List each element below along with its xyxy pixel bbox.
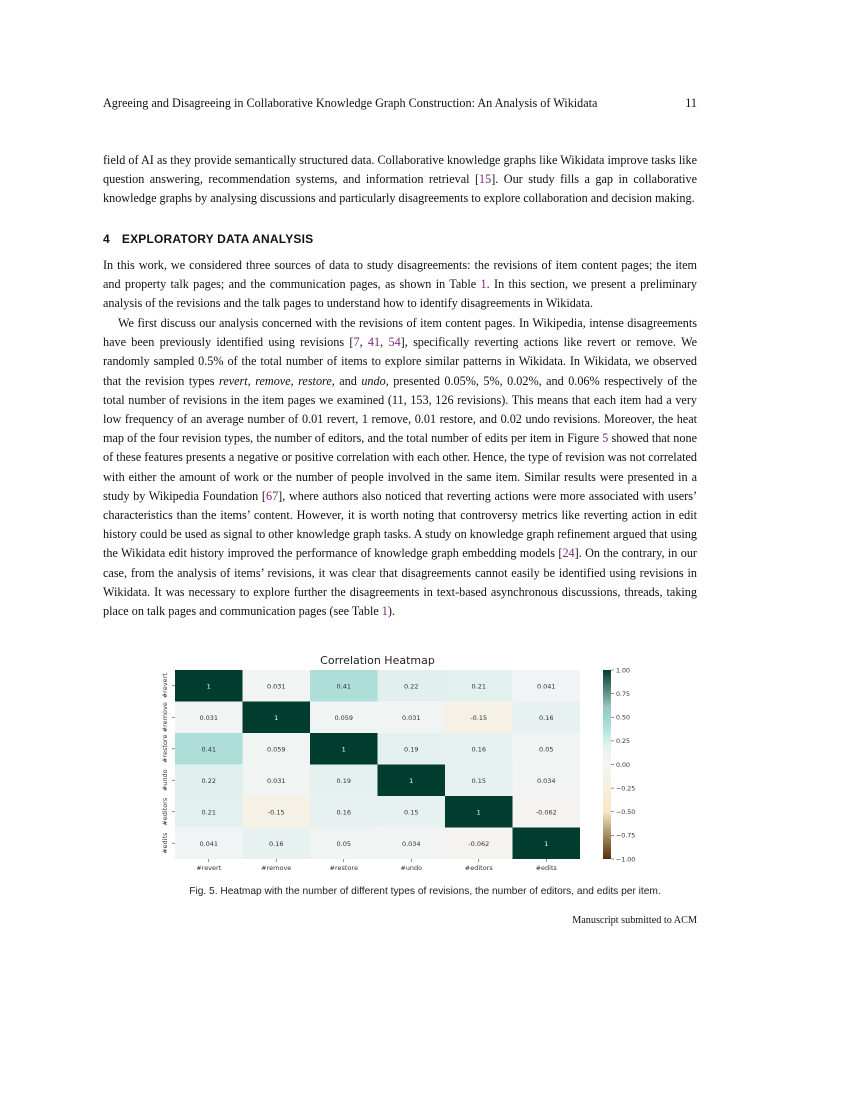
text-run: ). bbox=[387, 604, 395, 619]
colorbar-tick-label: 0.25 bbox=[616, 738, 631, 746]
emphasis-text: revert, remove, restore, bbox=[219, 373, 335, 388]
x-tick-label: #remove bbox=[261, 864, 292, 872]
chart-title: Correlation Heatmap bbox=[320, 654, 435, 667]
cell-value-label: 0.19 bbox=[336, 776, 351, 785]
cell-value-label: 0.16 bbox=[471, 745, 486, 754]
paragraph-intro bbox=[103, 151, 697, 209]
cell-value-label: 0.034 bbox=[536, 776, 556, 785]
colorbar bbox=[603, 670, 611, 859]
emphasis-text: undo bbox=[361, 373, 386, 388]
cell-value-label: 0.16 bbox=[269, 839, 284, 848]
section-heading bbox=[103, 232, 313, 246]
cell-value-label: -0.062 bbox=[535, 808, 557, 817]
cell-value-label: 1 bbox=[409, 776, 414, 785]
cell-value-label: 0.059 bbox=[334, 713, 354, 722]
colorbar-tick-label: 0.50 bbox=[616, 714, 631, 722]
citation-link[interactable]: 15 bbox=[479, 172, 492, 187]
cell-value-label: 0.031 bbox=[266, 682, 286, 691]
citation-link[interactable]: 67 bbox=[265, 488, 279, 503]
x-tick-label: #restore bbox=[329, 864, 358, 872]
text-run: , presented 0.05%, 5%, 0.02%, and 0.06% respectively of the total number of revisions in the item pages we examined (11, 153, 126 revisions). This means that each item had a very low frequency of an average number of 0.01 revert, 1 remove, 0.01 restore, and 0.02 undo revisions. Moreover, the heat map of the four revision types, the number of editors, and the total number of edits per item in Figure bbox=[103, 373, 697, 446]
running-header bbox=[103, 96, 697, 111]
cell-value-label: 0.041 bbox=[536, 682, 556, 691]
paragraph-revisions-analysis bbox=[103, 314, 697, 621]
cell-value-label: 0.031 bbox=[401, 713, 421, 722]
correlation-heatmap bbox=[150, 650, 650, 875]
citation-link[interactable]: 54 bbox=[388, 335, 401, 350]
text-run: ], where authors also noticed that reverting actions were more associated with users’ characteristics than the items’ content. However, it is worth noting that controversy metrics like reverting action in edit history could be used as signal to other knowledge graph tasks. A study on knowledge graph refinement argued that using the Wikidata edit history improved the performance of knowledge graph embedding models [ bbox=[103, 488, 698, 561]
text-run: ], specifically reverting actions like revert or remove. We randomly sampled 0.5% of the total number of items to explore similar patterns in Wikidata. In Wikidata, we observed that the revision types bbox=[103, 335, 698, 388]
cell-value-label: -0.15 bbox=[267, 808, 285, 817]
cell-value-label: 0.15 bbox=[471, 776, 486, 785]
section-title: EXPLORATORY DATA ANALYSIS bbox=[121, 232, 314, 246]
y-tick-label: #remove bbox=[161, 702, 169, 733]
text-run: ]. Our study fills a gap in collaborative knowledge graphs by analysing discussions and particularly disagreements to explore collaboration and decision making. bbox=[103, 172, 697, 206]
cell-value-label: 0.21 bbox=[471, 682, 486, 691]
y-tick-label: #editors bbox=[161, 797, 169, 826]
colorbar-tick-label: −1.00 bbox=[616, 856, 636, 864]
cell-value-label: 1 bbox=[544, 839, 549, 848]
cell-value-label: 0.05 bbox=[336, 839, 351, 848]
cell-value-label: 0.15 bbox=[404, 808, 419, 817]
x-tick-label: #undo bbox=[400, 864, 423, 872]
text-run: , bbox=[359, 335, 368, 350]
cell-value-label: 1 bbox=[206, 682, 211, 691]
cell-value-label: 0.19 bbox=[404, 745, 419, 754]
cell-value-label: 0.21 bbox=[201, 808, 216, 817]
x-tick-label: #revert bbox=[196, 864, 222, 872]
footer-note: Manuscript submitted to ACM bbox=[572, 915, 697, 926]
citation-link[interactable]: 1 bbox=[381, 604, 388, 619]
citation-link[interactable]: 1 bbox=[480, 277, 487, 292]
colorbar-tick-label: −0.25 bbox=[616, 785, 636, 793]
citation-link[interactable]: 24 bbox=[562, 546, 575, 561]
text-run: . In this section, we present a preliminary analysis of the revisions and the talk pages to understand how to identify disagreements in Wikidata. bbox=[103, 277, 698, 311]
text-run: , bbox=[380, 335, 389, 350]
section-number: 4 bbox=[103, 232, 110, 246]
cell-value-label: -0.15 bbox=[470, 713, 488, 722]
colorbar-tick-label: 0.75 bbox=[616, 690, 631, 698]
cell-value-label: 0.05 bbox=[539, 745, 554, 754]
cell-value-label: -0.062 bbox=[468, 839, 490, 848]
colorbar-tick-label: 1.00 bbox=[616, 667, 631, 675]
citation-link[interactable]: 5 bbox=[602, 431, 609, 446]
cell-value-label: 0.41 bbox=[201, 745, 216, 754]
x-tick-label: #edits bbox=[535, 864, 557, 872]
colorbar-tick-label: −0.75 bbox=[616, 832, 636, 840]
text-run: We first discuss our analysis concerned with the revisions of item content pages. In Wikipedia, intense disagreements have been previously identified using revisions [ bbox=[103, 316, 697, 350]
text-run: In this work, we considered three sources of data to study disagreements: the revisions of item content pages; the item and property talk pages; and the communication pages, as shown in Table bbox=[103, 258, 697, 292]
citation-link[interactable]: 7 bbox=[353, 335, 360, 350]
header-title: Agreeing and Disagreeing in Collaborative Knowledge Graph Construction: An Analysis of Wikidata bbox=[103, 96, 598, 110]
text-run: ]. On the contrary, in our case, from the analysis of items’ revisions, it was clear that disagreements cannot easily be identified using revisions in Wikidata. It was necessary to explore further the disagreements in text-based asynchronous discussions, threads, taking place on talk pages and communication pages (see Table bbox=[103, 546, 697, 619]
y-tick-label: #restore bbox=[161, 734, 169, 763]
cell-value-label: 0.22 bbox=[201, 776, 216, 785]
page-number: 11 bbox=[685, 96, 697, 110]
text-run: showed that none of these features presents a negative or positive correlation with each other. Hence, the type of revision was not correlated with either the amount of work or the number of people involved in the same item. Similar results were presented in a study by Wikipedia Foundation [ bbox=[103, 431, 697, 503]
text-run: and bbox=[334, 373, 362, 388]
y-tick-label: #undo bbox=[161, 769, 169, 792]
text-run: field of AI as they provide semantically structured data. Collaborative knowledge graphs like Wikidata improve tasks like question answering, recommendation systems, and information retrieval [ bbox=[103, 153, 697, 187]
cell-value-label: 0.034 bbox=[401, 839, 421, 848]
citation-link[interactable]: 41 bbox=[367, 335, 381, 350]
cell-value-label: 1 bbox=[341, 745, 346, 754]
y-tick-label: #revert bbox=[161, 673, 169, 699]
cell-value-label: 1 bbox=[476, 808, 481, 817]
y-tick-label: #edits bbox=[161, 832, 169, 854]
colorbar-tick-label: −0.50 bbox=[616, 809, 636, 817]
cell-value-label: 0.16 bbox=[539, 713, 554, 722]
cell-value-label: 0.41 bbox=[336, 682, 351, 691]
cell-value-label: 0.22 bbox=[404, 682, 419, 691]
cell-value-label: 0.059 bbox=[266, 745, 286, 754]
cell-value-label: 1 bbox=[274, 713, 279, 722]
cell-value-label: 0.16 bbox=[336, 808, 351, 817]
colorbar-tick-label: 0.00 bbox=[616, 761, 631, 769]
cell-value-label: 0.031 bbox=[266, 776, 286, 785]
cell-value-label: 0.041 bbox=[199, 839, 219, 848]
cell-value-label: 0.031 bbox=[199, 713, 219, 722]
x-tick-label: #editors bbox=[464, 864, 493, 872]
paragraph-data-sources bbox=[103, 256, 697, 314]
figure-caption: Fig. 5. Heatmap with the number of different types of revisions, the number of editors, and edits per item. bbox=[189, 886, 661, 897]
